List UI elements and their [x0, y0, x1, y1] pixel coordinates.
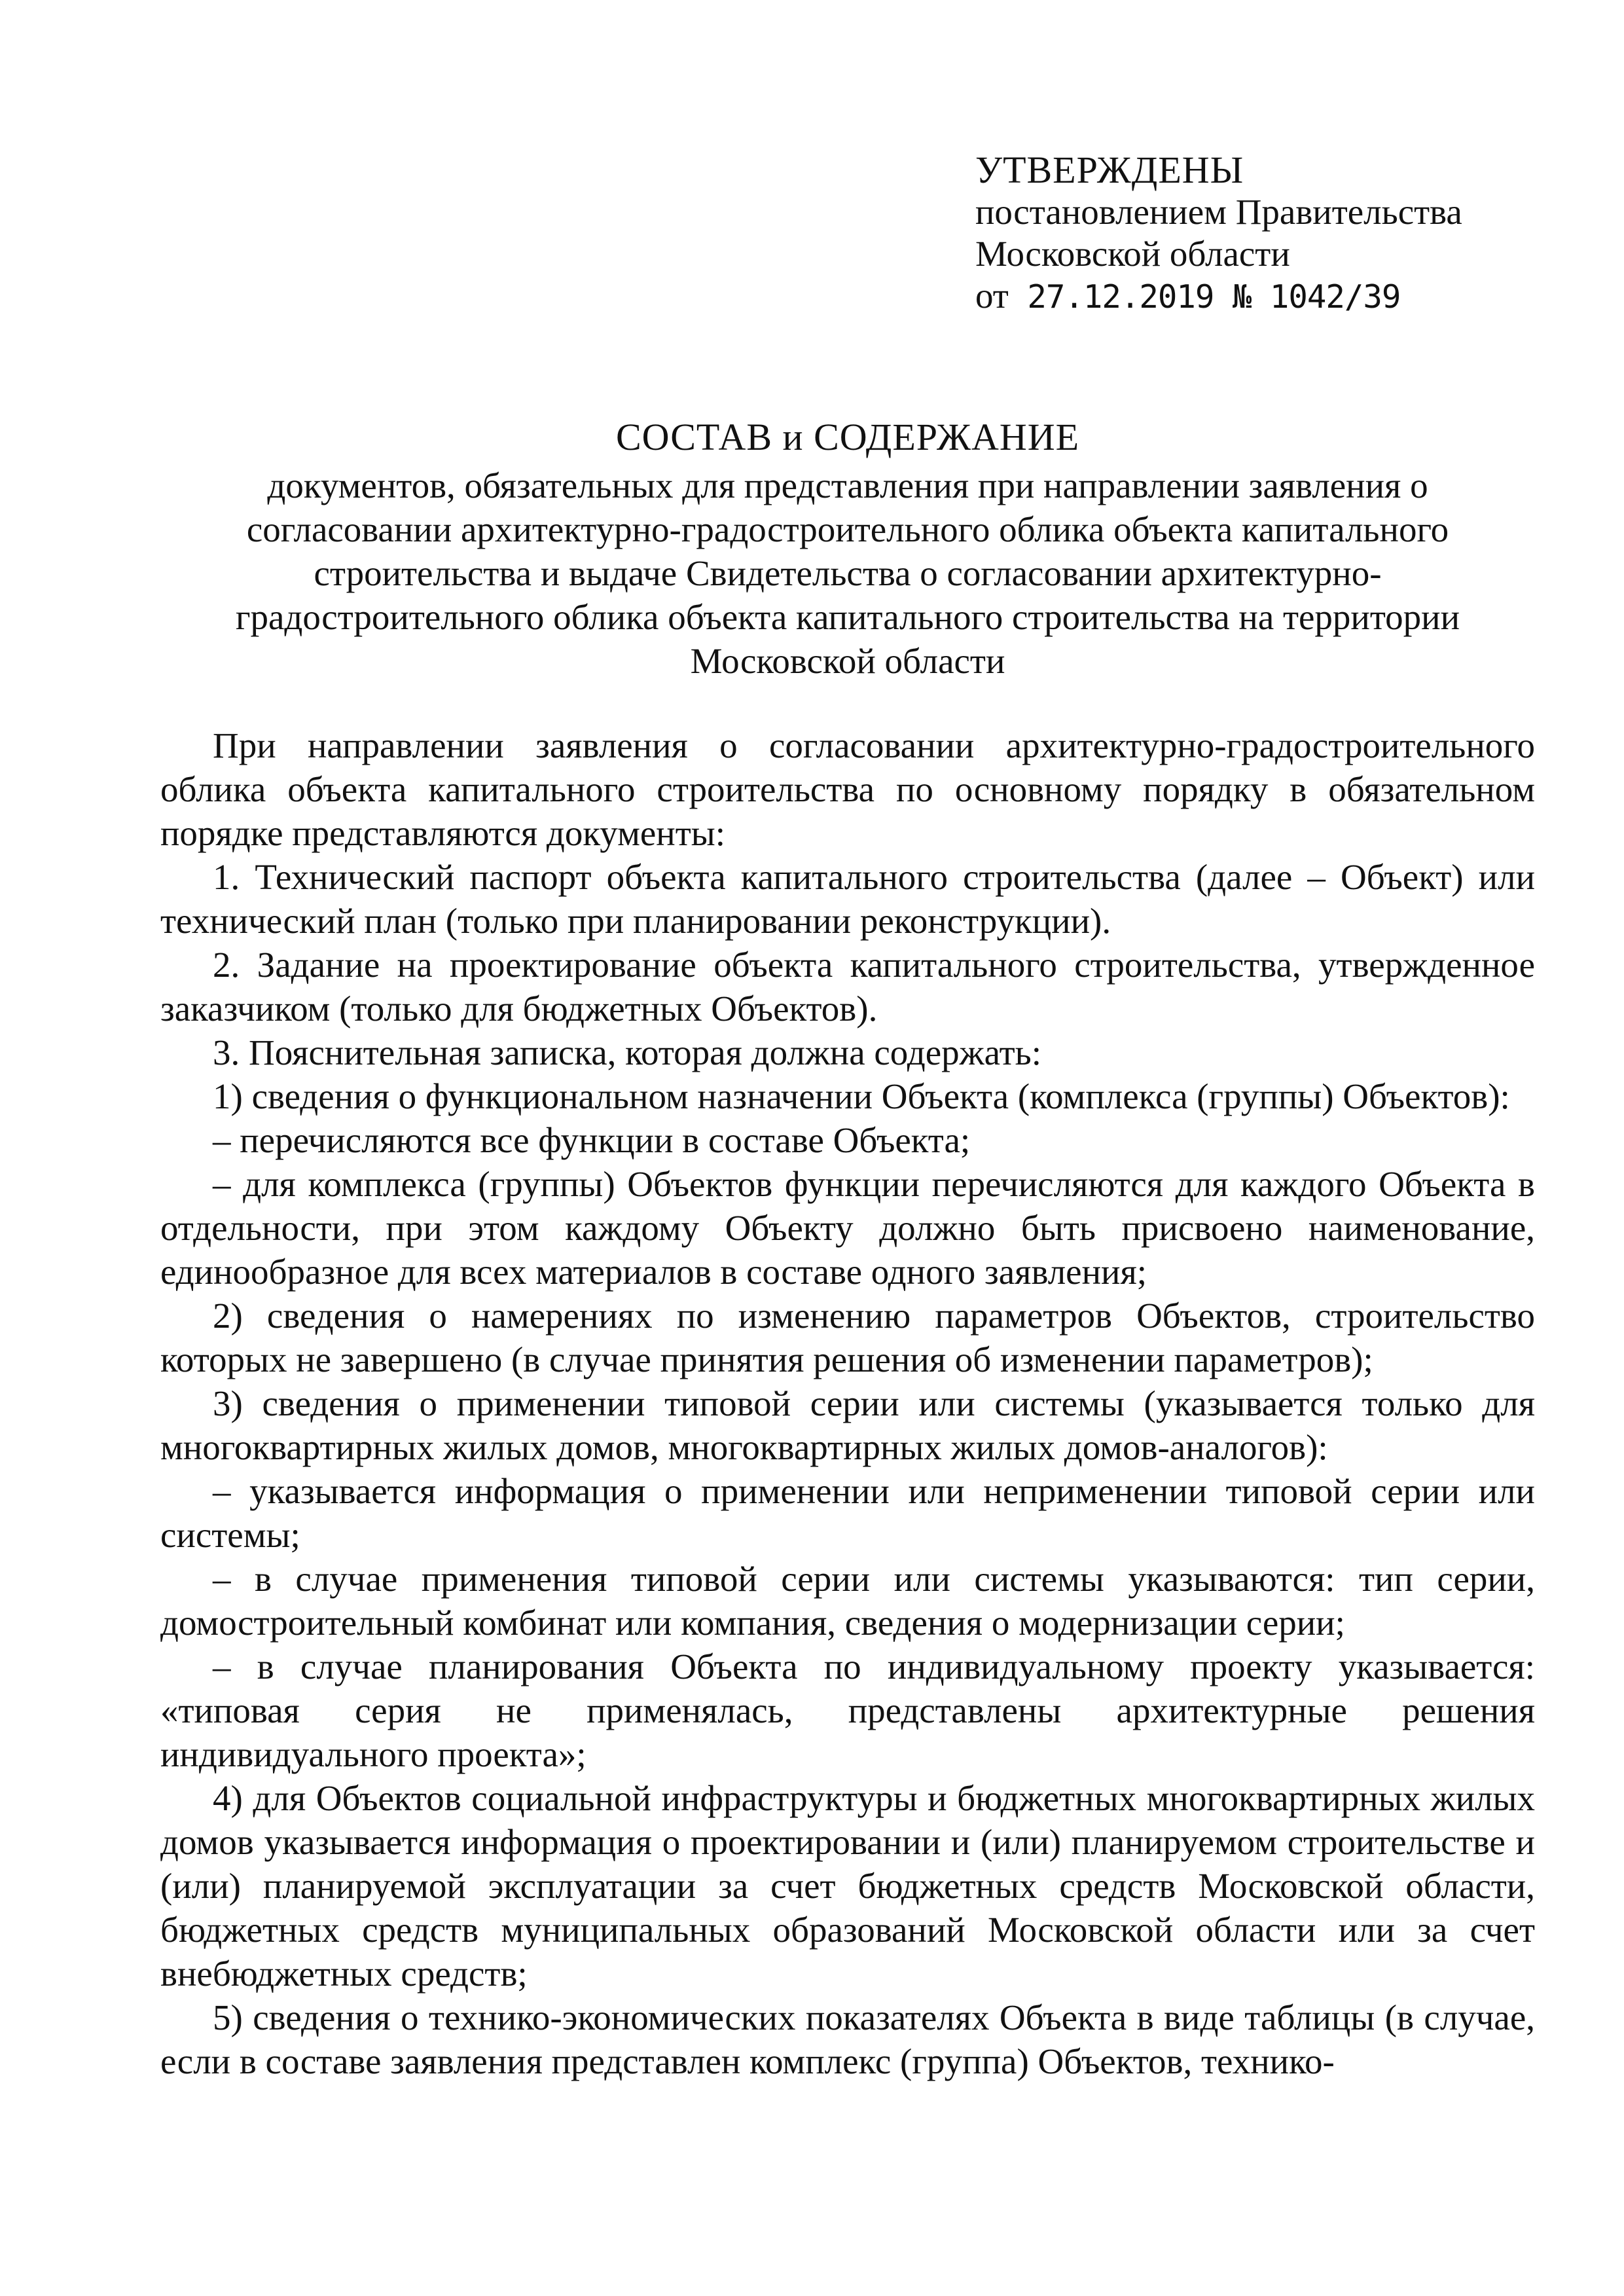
dash-item: – перечисляются все функции в составе Объекта;	[213, 1120, 971, 1160]
approval-line-2: Московской области	[975, 234, 1290, 274]
sub-item: 3) сведения о применении типовой серии или системы (указывается только для многоквартирных жилых домов, многоквартирных жилых домов-аналогов):	[160, 1383, 1535, 1467]
approval-heading: УТВЕРЖДЕНЫ	[975, 149, 1244, 191]
list-item: 1. Технический паспорт объекта капитального строительства (далее – Объект) или технический план (только при планировании реконструкции).	[160, 857, 1535, 941]
subtitle-line: документов, обязательных для представления при направлении заявления о	[267, 465, 1428, 505]
sub-item: 5) сведения о технико-экономических показателях Объекта в виде таблицы (в случае, если в составе заявления представлен комплекс (группа) Объектов, технико-	[160, 1997, 1535, 2081]
subtitle-line: Московской области	[690, 641, 1005, 681]
approval-stamp	[975, 149, 1564, 318]
dash-item: – для комплекса (группы) Объектов функции перечисляются для каждого Объекта в отдельности, при этом каждому Объекту должно быть присвоено наименование, единообразное для всех материалов в составе одного заявления;	[160, 1164, 1535, 1292]
subtitle-line: строительства и выдаче Свидетельства о согласовании архитектурно-	[314, 553, 1382, 593]
dash-item: – в случае применения типовой серии или системы указываются: тип серии, домостроительный комбинат или компания, сведения о модернизации серии;	[160, 1559, 1535, 1643]
subtitle-line: согласовании архитектурно-градостроительного облика объекта капитального	[246, 509, 1449, 549]
approval-date: 27.12.2019	[1027, 278, 1214, 316]
intro-paragraph: При направлении заявления о согласовании архитектурно-градостроительного облика объекта капитального строительства по основному порядку в обязательном порядке представляются документы:	[160, 725, 1535, 853]
approval-number: № 1042/39	[1232, 278, 1401, 316]
approval-date-label: от	[975, 276, 1009, 316]
document-body	[160, 723, 1535, 2083]
subtitle-line: градостроительного облика объекта капитального строительства на территории	[235, 597, 1460, 637]
sub-item: 4) для Объектов социальной инфраструктуры и бюджетных многоквартирных жилых домов указывается информация о проектировании и (или) планируемом строительстве и (или) планируемой эксплуатации за счет бюджетных средств Московской области, бюджетных средств муниципальных образований Московской области или за счет внебюджетных средств;	[160, 1778, 1535, 1994]
approval-line-1: постановлением Правительства	[975, 192, 1462, 232]
document-title: СОСТАВ и СОДЕРЖАНИЕ	[615, 416, 1080, 458]
dash-item: – указывается информация о применении или неприменении типовой серии или системы;	[160, 1471, 1535, 1555]
list-item: 2. Задание на проектирование объекта капитального строительства, утвержденное заказчиком (только для бюджетных Объектов).	[160, 945, 1535, 1029]
dash-item: – в случае планирования Объекта по индивидуальному проекту указывается: «типовая серия не применялась, представлены архитектурные решения индивидуального проекта»;	[160, 1647, 1535, 1774]
list-item: 3. Пояснительная записка, которая должна содержать:	[213, 1032, 1041, 1072]
sub-item: 1) сведения о функциональном назначении Объекта (комплекса (группы) Объектов):	[213, 1076, 1510, 1116]
document-title-block	[151, 411, 1545, 683]
sub-item: 2) сведения о намерениях по изменению параметров Объектов, строительство которых не завершено (в случае принятия решения об изменении параметров);	[160, 1296, 1535, 1379]
approval-date-line	[975, 275, 1564, 318]
